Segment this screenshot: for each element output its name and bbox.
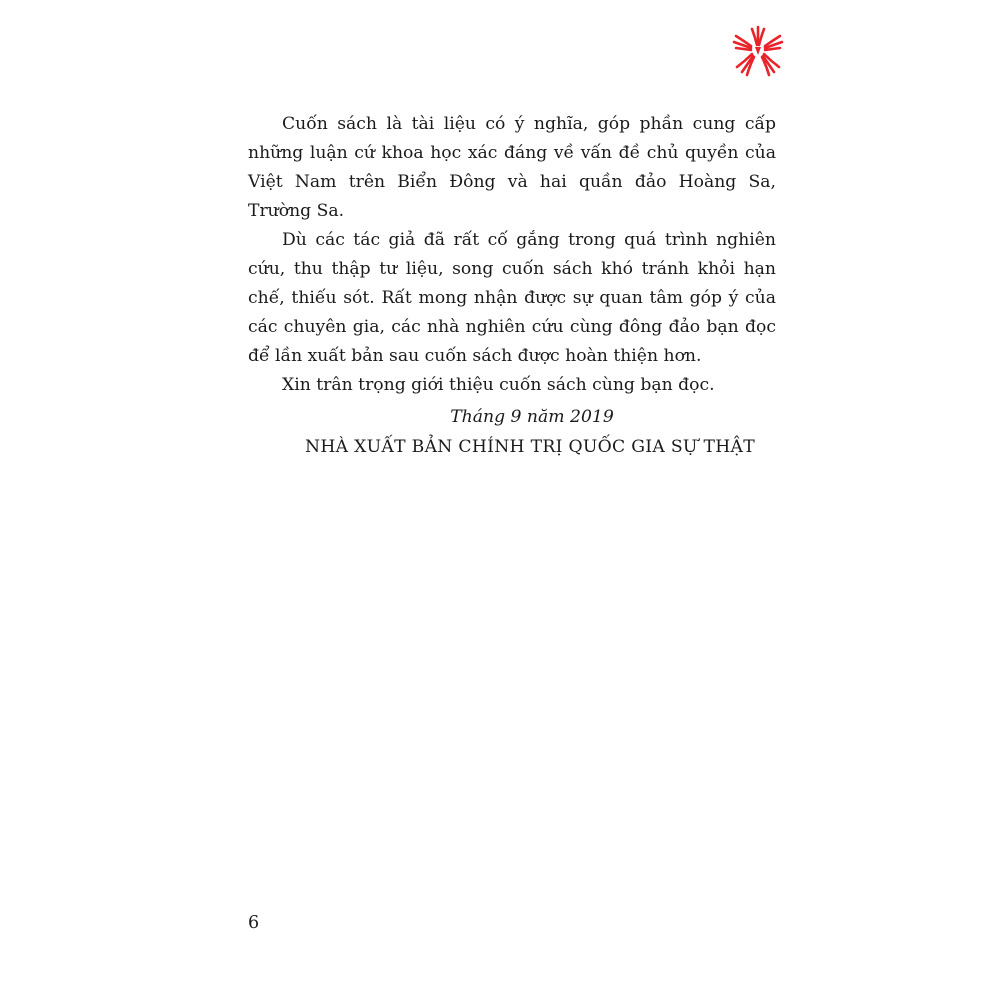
paragraph: Xin trân trọng giới thiệu cuốn sách cùng bạn đọc. [282, 375, 715, 395]
signature-publisher: NHÀ XUẤT BẢN CHÍNH TRỊ QUỐC GIA SỰ THẬT [304, 437, 755, 457]
signature-block [248, 402, 776, 462]
body-text [248, 110, 776, 400]
publisher-star-logo-icon [728, 22, 788, 78]
paragraph: Dù các tác giả đã rất cố gắng trong quá trình nghiên cứu, thu thập tư liệu, song cuốn sách khó tránh khỏi hạn chế, thiếu sót. Rất mong nhận được sự quan tâm góp ý của các chuyên gia, các nhà nghiên cứu cùng đông đảo bạn đọc để lần xuất bản sau cuốn sách được hoàn thiện hơn. [248, 230, 776, 366]
paragraph: Cuốn sách là tài liệu có ý nghĩa, góp phần cung cấp những luận cứ khoa học xác đáng về vấn đề chủ quyền của Việt Nam trên Biển Đông và hai quần đảo Hoàng Sa, Trường Sa. [248, 114, 776, 221]
page-number: 6 [248, 913, 260, 933]
signature-date: Tháng 9 năm 2019 [450, 407, 614, 427]
